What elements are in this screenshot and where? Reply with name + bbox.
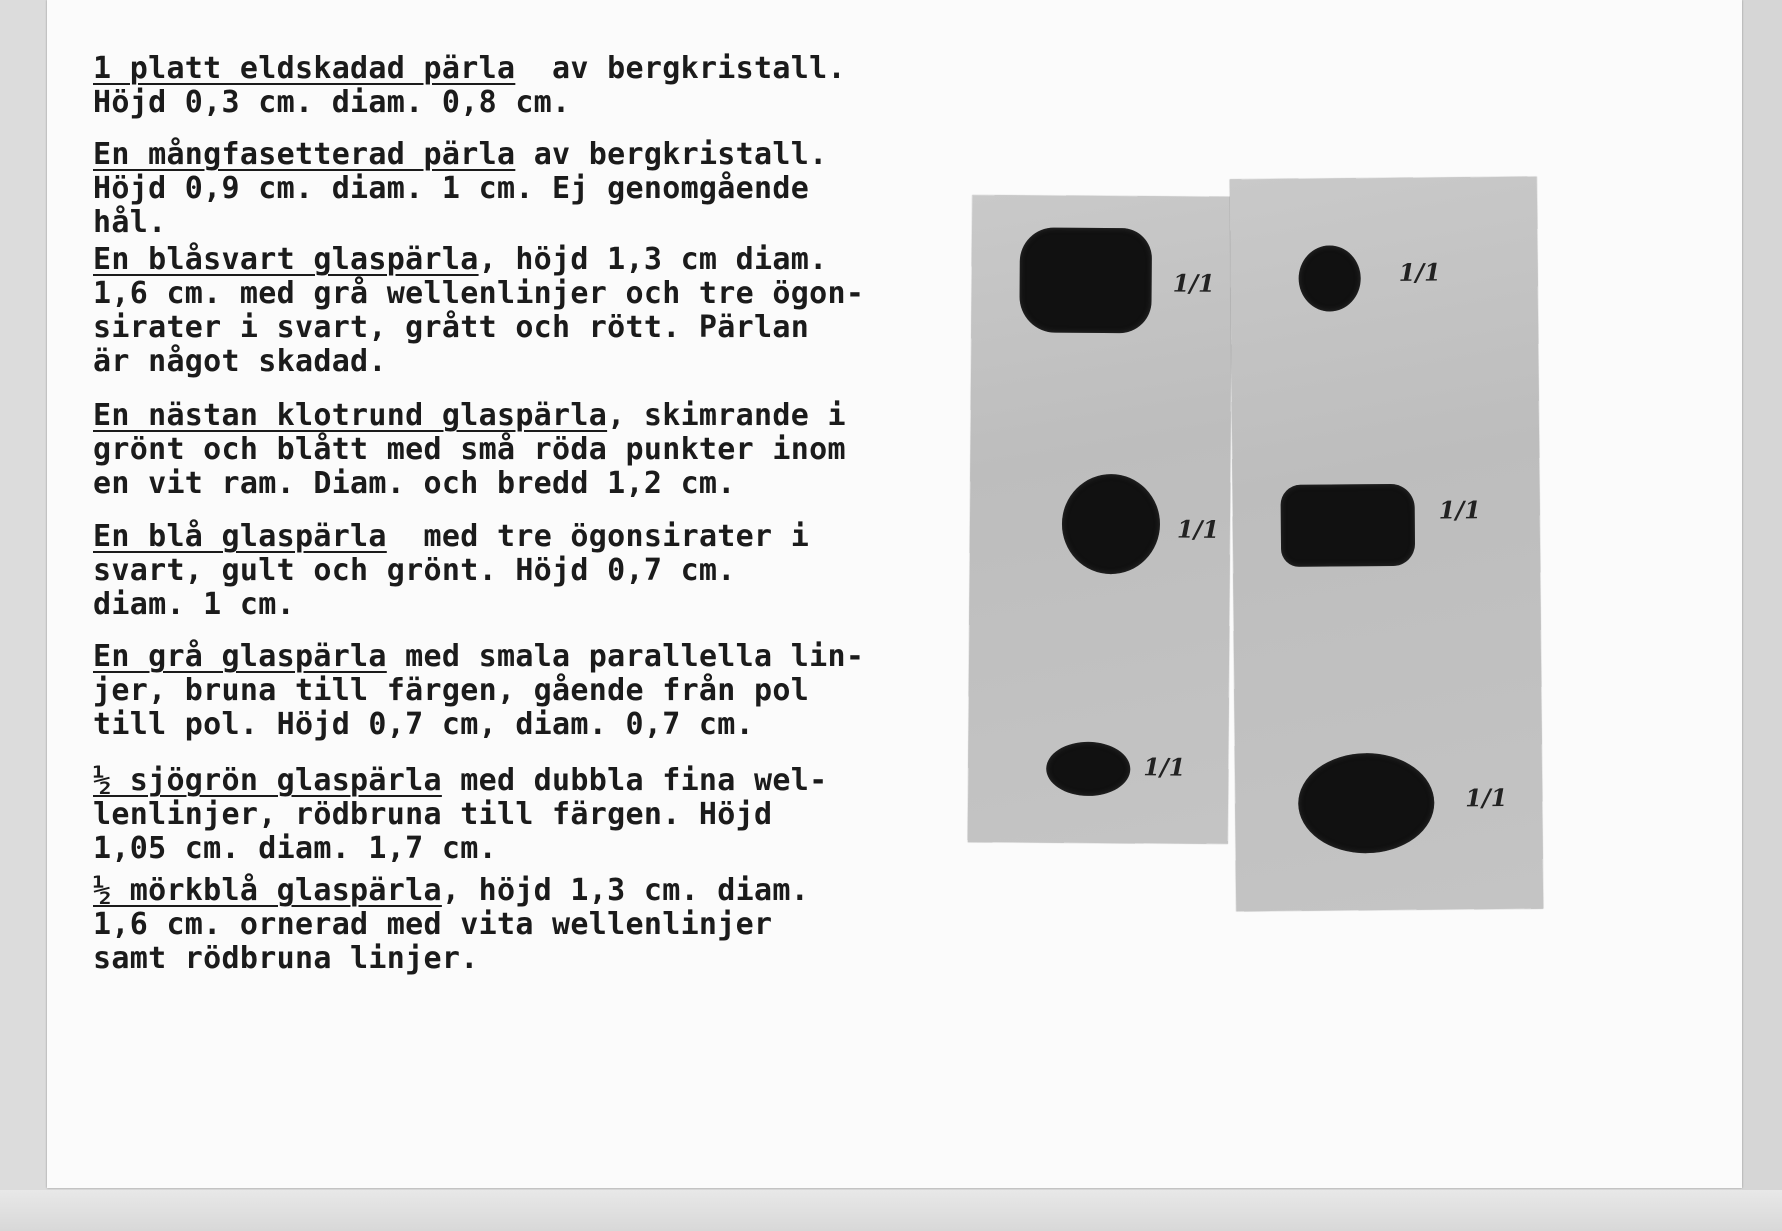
bead-photo-3 (1046, 742, 1130, 797)
entry-2-heading: En mångfasetterad pärla (93, 137, 516, 172)
entry-1 (93, 52, 846, 120)
entry-2 (93, 138, 827, 240)
entry-1-line1: av bergkristall. (515, 51, 846, 86)
scale-label-5: 1/1 (1438, 495, 1482, 525)
scale-label-4: 1/1 (1398, 257, 1441, 287)
entry-4-line1: , skimrande i (607, 398, 846, 433)
entry-3-line1: , höjd 1,3 cm diam. (478, 242, 828, 277)
entry-6-line1: med smala parallella lin- (386, 639, 865, 674)
entry-7-line1: med dubbla fina wel- (441, 763, 828, 798)
entry-8-heading: ½ mörkblå glaspärla (93, 873, 442, 908)
entry-7-heading: ½ sjögrön glaspärla (93, 763, 442, 798)
scale-label-1: 1/1 (1172, 268, 1215, 298)
scale-label-6: 1/1 (1465, 782, 1508, 813)
entry-5-line1: med tre ögonsirater i (386, 519, 810, 554)
entry-6-body: jer, bruna till färgen, gående från pol till pol. Höjd 0,7 cm, diam. 0,7 cm. (93, 673, 810, 742)
photo-strip-left (968, 195, 1233, 844)
entry-6 (93, 640, 864, 742)
entry-2-line1: av bergkristall. (515, 137, 828, 172)
entry-6-heading: En grå glaspärla (93, 639, 387, 674)
entry-7-body: lenlinjer, rödbruna till färgen. Höjd 1,05 cm. diam. 1,7 cm. (93, 797, 773, 866)
entry-2-body: Höjd 0,9 cm. diam. 1 cm. Ej genomgående hål. (93, 171, 810, 240)
bead-photo-1 (1019, 227, 1152, 333)
scale-label-2: 1/1 (1176, 514, 1220, 544)
entry-7 (93, 764, 827, 866)
entry-5 (93, 520, 809, 622)
entry-3-heading: En blåsvart glaspärla (93, 242, 479, 277)
entry-5-heading: En blå glaspärla (93, 519, 387, 554)
entry-3-body: 1,6 cm. med grå wellenlinjer och tre ögon- sirater i svart, grått och rött. Pärlan är något skadad. (93, 276, 865, 379)
bead-photo-5 (1280, 484, 1415, 567)
entry-3 (93, 243, 864, 379)
entry-4-body: grönt och blått med små röda punkter inom en vit ram. Diam. och bredd 1,2 cm. (93, 432, 846, 501)
entry-8-body: 1,6 cm. ornerad med vita wellenlinjer samt rödbruna linjer. (93, 907, 773, 976)
entry-4 (93, 399, 846, 501)
bead-photo-6 (1298, 753, 1435, 854)
entry-8 (93, 874, 809, 976)
entry-8-line1: , höjd 1,3 cm. diam. (441, 873, 810, 908)
entry-1-body: Höjd 0,3 cm. diam. 0,8 cm. (93, 85, 571, 120)
scan-margin-right (1742, 0, 1782, 1231)
bead-photo-2 (1062, 474, 1161, 575)
scan-margin-bottom (0, 1190, 1782, 1231)
scale-label-3: 1/1 (1143, 752, 1186, 782)
photo-strip-right (1230, 177, 1543, 912)
entry-4-heading: En nästan klotrund glaspärla (93, 398, 608, 433)
bead-photo-4 (1298, 245, 1361, 312)
entry-1-heading: 1 platt eldskadad pärla (93, 51, 516, 86)
entry-5-body: svart, gult och grönt. Höjd 0,7 cm. diam. 1 cm. (93, 553, 736, 622)
